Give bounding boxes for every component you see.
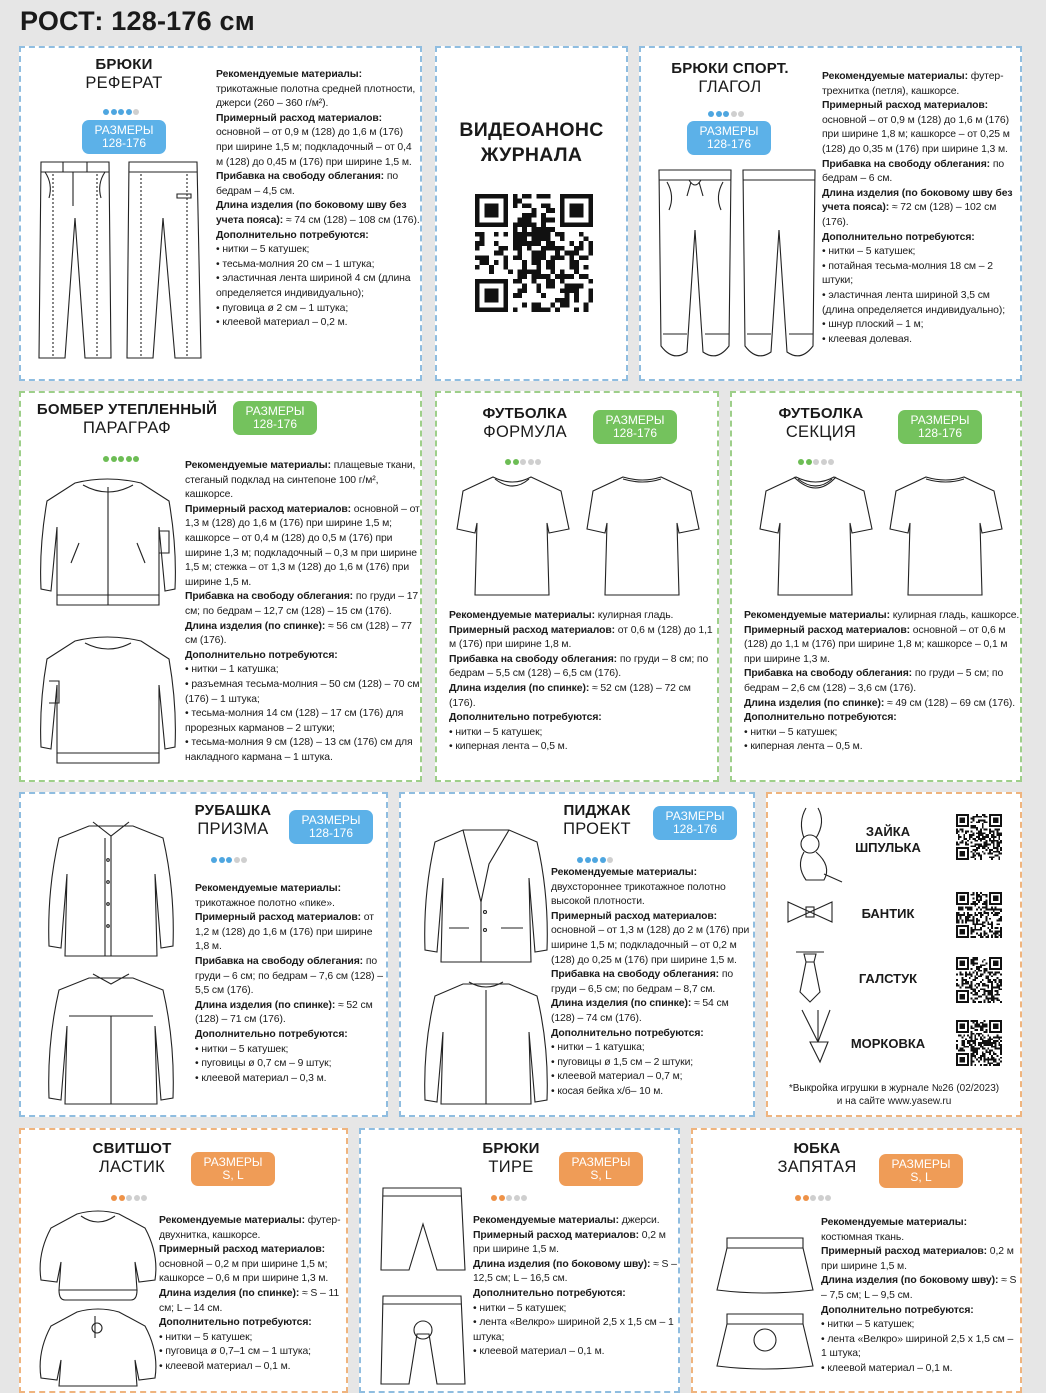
spec-heading: Рекомендуемые материалы: xyxy=(473,1215,619,1226)
spec-item: Прибавка на свободу облегания: по груди – 17 см; по бедрам – 12,7 см (128) – 15 см (176). xyxy=(185,591,419,617)
difficulty-dots xyxy=(103,102,141,120)
garment-model: ЗАПЯТАЯ xyxy=(777,1158,857,1176)
spec-heading: Примерный расход материалов: xyxy=(159,1244,325,1256)
spec-item: Дополнительно потребуются: • нитки – 5 катушек; • тесьма-молния 20 см – 1 штука; • эластичная лента шириной 4 см (длина определяется индивидуально); • пуговица ø 2 см – 1 штука; • клеевой материал – 0,2 м. xyxy=(216,229,411,329)
garment-name xyxy=(549,802,645,840)
size-badge: РАЗМЕРЫ S, L xyxy=(191,1152,275,1186)
spec-heading: Длина изделия (по боковому шву без учета пояса): xyxy=(216,200,407,226)
difficulty-dot xyxy=(234,857,240,863)
garment-type: ЮБКА xyxy=(793,1140,841,1157)
difficulty-dot xyxy=(821,459,827,465)
spec-item: Длина изделия (по боковому шву): ≈ S – 12,5 см; L – 16,5 см. xyxy=(473,1258,677,1285)
card-glagol xyxy=(639,46,1022,381)
spec-heading: Дополнительно потребуются: xyxy=(195,1028,348,1040)
tie-toy-icon xyxy=(790,948,830,1004)
difficulty-dot xyxy=(818,1195,824,1201)
spec-item: Прибавка на свободу облегания: по груди – 8 см; по бедрам – 5,5 см (128) – 6,5 см (176). xyxy=(449,653,709,680)
size-badge: РАЗМЕРЫ 128-176 xyxy=(289,810,373,844)
toy-name: БАНТИК xyxy=(861,906,915,921)
spec-list xyxy=(216,68,420,331)
difficulty-dots xyxy=(491,1188,529,1206)
tshirt-sketch xyxy=(455,471,705,601)
difficulty-dot xyxy=(738,111,744,117)
difficulty-dot xyxy=(505,459,511,465)
garment-model: ФОРМУЛА xyxy=(483,423,567,441)
spec-item: Длина изделия (по боковому шву без учета пояса): ≈ 72 см (128) – 102 см (176). xyxy=(822,187,1013,228)
spec-heading: Рекомендуемые материалы: xyxy=(821,1217,967,1228)
spec-item: Дополнительно потребуются: • нитки – 5 катушек; • лента «Велкро» шириной 2,5 х 1,5 см – 1 штука; • клеевой материал – 0,1 м. xyxy=(821,1304,1014,1374)
difficulty-dot xyxy=(506,1195,512,1201)
skirt-sketch xyxy=(713,1234,817,1374)
qr-code-icon[interactable] xyxy=(956,814,1002,860)
difficulty-dots xyxy=(103,449,141,467)
spec-heading: Дополнительно потребуются: xyxy=(822,231,975,243)
size-badge: РАЗМЕРЫ 128-176 xyxy=(687,121,771,155)
spec-item: Примерный расход материалов: основной – 0,2 м при ширине 1,5 м; кашкорсе – 0,6 м при ширине 1,3 м. xyxy=(159,1244,329,1285)
difficulty-dot xyxy=(241,857,247,863)
garment-name xyxy=(665,60,795,98)
page-title: РОСТ: 128-176 см xyxy=(20,6,255,36)
spec-list xyxy=(821,1216,1021,1377)
size-badge: РАЗМЕРЫ 128-176 xyxy=(593,410,677,444)
difficulty-dots xyxy=(111,1188,149,1206)
spec-item: Рекомендуемые материалы: футер-трехнитка (петля), кашкорсе. xyxy=(822,71,1004,97)
size-badge: РАЗМЕРЫ 128-176 xyxy=(233,401,317,435)
difficulty-dot xyxy=(491,1195,497,1201)
spec-heading: Длина изделия (по спинке): xyxy=(551,998,692,1010)
spec-item: Примерный расход материалов: основной – от 1,3 м (128) до 2 м (176) при ширине 1,5 м; подкладочный – от 0,2 м (128) до 0,25 м (176) при ширине 1,5 м. xyxy=(551,910,750,966)
spec-heading: Дополнительно потребуются: xyxy=(551,1027,704,1039)
spec-heading: Прибавка на свободу облегания: xyxy=(744,668,913,680)
garment-type: ПИДЖАК xyxy=(563,802,631,819)
difficulty-dot xyxy=(111,109,117,115)
spec-list xyxy=(159,1214,345,1375)
spec-heading: Примерный расход материалов: xyxy=(744,624,910,636)
spec-list xyxy=(822,70,1020,347)
baby-pants-sketch xyxy=(375,1184,471,1390)
spec-item: Длина изделия (по спинке): ≈ 52 см (128) – 71 см (176). xyxy=(195,999,373,1026)
difficulty-dot xyxy=(798,459,804,465)
spec-heading: Длина изделия (по спинке): xyxy=(185,620,326,632)
spec-item: Прибавка на свободу облегания: по груди – 5 см; по бедрам – 2,6 см (128) – 3,6 см (176). xyxy=(744,668,1004,694)
spec-list xyxy=(449,609,717,755)
garment-model: ПАРАГРАФ xyxy=(82,419,171,437)
spec-item: Дополнительно потребуются: • нитки – 1 катушка; • разъемная тесьма-молния – 50 см (128) – 70 см (176) – 1 штука; • тесьма-молния 14 см (128) – 17 см (176) для прорезных карманов – 2 штуки; • тесьма-молния 9 см (128) – 13 см (176) см для накладного кармана – 1 штука. xyxy=(185,649,420,763)
spec-heading: Примерный расход материалов: xyxy=(821,1246,987,1258)
difficulty-dot xyxy=(126,456,132,462)
spec-heading: Рекомендуемые материалы: xyxy=(551,867,697,878)
toy-footnote: *Выкройка игрушки в журнале №26 (02/2023) и на сайте www.yasew.ru xyxy=(788,1083,1000,1107)
difficulty-dot xyxy=(118,456,124,462)
garment-name xyxy=(769,1140,865,1178)
spec-heading: Примерный расход материалов: xyxy=(449,624,615,636)
garment-name xyxy=(471,405,579,443)
spec-heading: Прибавка на свободу облегания: xyxy=(216,171,385,183)
spec-heading: Прибавка на свободу облегания: xyxy=(195,955,364,967)
spec-item: Дополнительно потребуются: • нитки – 5 катушек; • киперная лента – 0,5 м. xyxy=(449,712,602,753)
spec-item: Рекомендуемые материалы: трикотажное полотно «пике». xyxy=(195,883,341,909)
spec-item: Прибавка на свободу облегания: по груди – 6 см; по бедрам – 7,6 см (128) – 5,5 см (176). xyxy=(195,955,383,997)
difficulty-dot xyxy=(126,109,132,115)
shirt-sketch xyxy=(43,820,179,1106)
card-tire xyxy=(359,1128,680,1393)
spec-heading: Дополнительно потребуются: xyxy=(821,1304,974,1316)
spec-heading: Длина изделия (по боковому шву): xyxy=(821,1275,999,1287)
card-paragraf xyxy=(19,391,422,782)
difficulty-dot xyxy=(141,1195,147,1201)
difficulty-dot xyxy=(119,1195,125,1201)
spec-item: Рекомендуемые материалы: кулирная гладь, кашкорсе. xyxy=(744,610,1020,621)
spec-item: Рекомендуемые материалы: костюмная ткань. xyxy=(821,1217,967,1243)
difficulty-dot xyxy=(600,857,606,863)
garment-type: БРЮКИ СПОРТ. xyxy=(671,60,789,77)
spec-item: Дополнительно потребуются: • нитки – 5 катушек; • лента «Велкро» шириной 2,5 х 1,5 см – 1 штука; • клеевой материал – 0,1 м. xyxy=(473,1287,674,1358)
difficulty-dot xyxy=(111,456,117,462)
toy-name: МОРКОВКА xyxy=(850,1036,926,1051)
difficulty-dot xyxy=(514,1195,520,1201)
spec-heading: Дополнительно потребуются: xyxy=(449,712,602,724)
spec-item: Длина изделия (по спинке): ≈ 52 см (128) – 72 см (176). xyxy=(449,682,691,709)
difficulty-dots xyxy=(798,452,836,470)
difficulty-dot xyxy=(133,109,139,115)
difficulty-dot xyxy=(716,111,722,117)
spec-list xyxy=(473,1214,679,1360)
spec-item: Дополнительно потребуются: • нитки – 5 катушек; • пуговицы ø 0,7 см – 9 штук; • клеевой материал – 0,3 м. xyxy=(195,1028,348,1084)
toy-name: ГАЛСТУК xyxy=(858,971,918,986)
qr-code-icon[interactable] xyxy=(956,892,1002,938)
difficulty-dots xyxy=(211,850,249,868)
spec-heading: Примерный расход материалов: xyxy=(473,1229,639,1241)
card-sekciya xyxy=(730,391,1022,782)
spec-item: Дополнительно потребуются: • нитки – 5 катушек; • пуговица ø 0,7–1 см – 1 штука; • клеевой материал – 0,1 м. xyxy=(159,1317,312,1372)
spec-item: Рекомендуемые материалы: джерси. xyxy=(473,1215,660,1226)
card-toys xyxy=(766,792,1022,1117)
difficulty-dot xyxy=(103,456,109,462)
garment-name xyxy=(33,401,221,439)
difficulty-dot xyxy=(111,1195,117,1201)
difficulty-dot xyxy=(513,459,519,465)
garment-type: БОМБЕР УТЕПЛЕННЫЙ xyxy=(36,401,218,418)
difficulty-dot xyxy=(520,459,526,465)
card-prizma xyxy=(19,792,388,1117)
card-referat xyxy=(19,46,422,381)
spec-item: Дополнительно потребуются: • нитки – 5 катушек; • киперная лента – 0,5 м. xyxy=(744,712,897,753)
difficulty-dot xyxy=(592,857,598,863)
size-badge: РАЗМЕРЫ 128-176 xyxy=(898,410,982,444)
spec-heading: Примерный расход материалов: xyxy=(195,912,361,924)
garment-model: СЕКЦИЯ xyxy=(785,423,857,441)
spec-heading: Рекомендуемые материалы: xyxy=(744,610,890,621)
spec-heading: Рекомендуемые материалы: xyxy=(822,71,968,82)
size-badge: РАЗМЕРЫ S, L xyxy=(879,1154,963,1188)
difficulty-dot xyxy=(731,111,737,117)
qr-code-icon[interactable] xyxy=(475,194,593,312)
card-zapyataya xyxy=(691,1128,1022,1393)
spec-heading: Прибавка на свободу облегания: xyxy=(449,653,618,665)
spec-item: Прибавка на свободу облегания: по бедрам – 4,5 см. xyxy=(216,171,399,197)
difficulty-dot xyxy=(219,857,225,863)
spec-list xyxy=(744,609,1020,755)
difficulty-dots xyxy=(505,452,543,470)
garment-name xyxy=(463,1140,559,1178)
qr-code-icon[interactable] xyxy=(956,957,1002,1003)
spec-heading: Длина изделия (по спинке): xyxy=(744,697,885,709)
garment-model: ПРОЕКТ xyxy=(563,820,631,838)
spec-item: Прибавка на свободу облегания: по бедрам – 6 см. xyxy=(822,158,1005,185)
blazer-sketch xyxy=(419,824,553,1108)
spec-heading: Длина изделия (по боковому шву без учета пояса): xyxy=(822,187,1013,214)
size-badge: РАЗМЕРЫ 128-176 xyxy=(82,120,166,154)
difficulty-dot xyxy=(825,1195,831,1201)
spec-heading: Дополнительно потребуются: xyxy=(159,1317,312,1329)
garment-type: РУБАШКА xyxy=(194,802,272,819)
difficulty-dot xyxy=(226,857,232,863)
difficulty-dot xyxy=(810,1195,816,1201)
spec-heading: Примерный расход материалов: xyxy=(822,100,988,112)
spec-heading: Прибавка на свободу облегания: xyxy=(822,158,991,170)
card-proekt xyxy=(399,792,755,1117)
bomber-sketch xyxy=(27,477,189,773)
tshirt-sketch xyxy=(758,471,1008,601)
difficulty-dot xyxy=(535,459,541,465)
spec-item: Примерный расход материалов: основной – от 1,3 м (128) до 1,6 м (176) при ширине 1,5 м; кашкорсе – от 0,4 м (128) до 0,5 м (176) при ширине 1,3 м; подкладочный – 0,3 м при ширине 1,5 м; стежка – от 1,3 м (128) до 1,6 м (176) при ширине 1,5 м. xyxy=(185,503,420,588)
garment-model: ЛАСТИК xyxy=(98,1158,166,1176)
card-formula xyxy=(435,391,719,782)
spec-heading: Рекомендуемые материалы: xyxy=(195,883,341,894)
garment-name xyxy=(85,1140,179,1178)
spec-heading: Длина изделия (по спинке): xyxy=(195,999,336,1011)
spec-item: Длина изделия (по спинке): ≈ 49 см (128) – 69 см (176). xyxy=(744,697,1016,709)
spec-item: Примерный расход материалов: от 0,6 м (128) до 1,1 м (176) при ширине 1,8 м. xyxy=(449,624,713,651)
difficulty-dot xyxy=(134,1195,140,1201)
difficulty-dot xyxy=(521,1195,527,1201)
difficulty-dot xyxy=(126,1195,132,1201)
difficulty-dots xyxy=(795,1188,833,1206)
spec-heading: Длина изделия (по спинке): xyxy=(449,682,590,694)
spec-item: Рекомендуемые материалы: кулирная гладь. xyxy=(449,610,674,621)
spec-item: Длина изделия (по спинке): ≈ 54 см (128) – 74 см (176). xyxy=(551,998,729,1024)
difficulty-dots xyxy=(708,104,746,122)
difficulty-dot xyxy=(585,857,591,863)
spec-list xyxy=(195,882,387,1086)
garment-type: ФУТБОЛКА xyxy=(482,405,568,422)
garment-model: РЕФЕРАТ xyxy=(85,74,163,92)
spec-item: Длина изделия (по боковому шву): ≈ S – 7,5 см; L – 9,5 см. xyxy=(821,1275,1017,1301)
spec-item: Примерный расход материалов: 0,2 м при ширине 1,5 м. xyxy=(473,1229,666,1256)
carrot-toy-icon xyxy=(788,1006,848,1064)
card-lastik xyxy=(19,1128,348,1393)
spec-item: Примерный расход материалов: 0,2 м при ширине 1,5 м. xyxy=(821,1246,1014,1272)
spec-heading: Рекомендуемые материалы: xyxy=(449,610,595,621)
spec-item: Рекомендуемые материалы: трикотажные полотна средней плотности, джерси (260 – 360 г/м²). xyxy=(216,69,416,110)
difficulty-dot xyxy=(528,459,534,465)
difficulty-dot xyxy=(806,459,812,465)
garment-name xyxy=(81,56,167,94)
spec-item: Примерный расход материалов: основной – от 0,9 м (128) до 1,6 м (176) при ширине 1,5 м; подкладочный – от 0,4 м (128) до 0,45 м (176) при ширине 1,5 м. xyxy=(216,112,412,168)
spec-item: Примерный расход материалов: основной – от 0,9 м (128) до 1,6 м (176) при ширине 1,8 м; кашкорсе – от 0,25 м (128) до 0,35 м (176) при ширине 1,3 м. xyxy=(822,100,1010,155)
spec-heading: Длина изделия (по спинке): xyxy=(159,1287,300,1299)
garment-model: ГЛАГОЛ xyxy=(698,78,762,96)
difficulty-dot xyxy=(118,109,124,115)
card-video-announce xyxy=(435,46,628,381)
garment-type: БРЮКИ xyxy=(482,1140,540,1157)
garment-type: БРЮКИ xyxy=(95,56,153,73)
difficulty-dot xyxy=(103,109,109,115)
spec-item: Примерный расход материалов: основной – от 0,6 м (128) до 1,1 м (176) при ширине 1,8 м; кашкорсе – 0,1 м при ширине 1,3 м. xyxy=(744,624,1008,665)
spec-heading: Примерный расход материалов: xyxy=(216,112,382,124)
difficulty-dot xyxy=(607,857,613,863)
difficulty-dot xyxy=(795,1195,801,1201)
spec-heading: Рекомендуемые материалы: xyxy=(216,69,362,80)
garment-type: СВИТШОТ xyxy=(92,1140,172,1157)
spec-item: Длина изделия (по спинке): ≈ S – 11 см; L – 14 см. xyxy=(159,1287,340,1314)
spec-item: Примерный расход материалов: от 1,2 м (128) до 1,6 м (176) при ширине 1,8 м. xyxy=(195,912,374,953)
spec-heading: Прибавка на свободу облегания: xyxy=(551,969,720,981)
garment-name xyxy=(766,405,876,443)
spec-heading: Дополнительно потребуются: xyxy=(473,1287,626,1299)
spec-item: Дополнительно потребуются: • нитки – 5 катушек; • потайная тесьма-молния 18 см – 2 штуки; • эластичная лента шириной 3,5 см (длина определяется индивидуально); • шнур плоский – 1 м; • клеевая долевая. xyxy=(822,231,1005,345)
sport-pants-sketch xyxy=(655,166,821,372)
spec-item: Дополнительно потребуются: • нитки – 1 катушка; • пуговицы ø 1,5 см – 2 штуки; • клеевой материал – 0,7 м; • косая бейка х/б– 10 м. xyxy=(551,1027,704,1097)
spec-item: Прибавка на свободу облегания: по груди – 6,5 см; по бедрам – 8,7 см. xyxy=(551,969,734,995)
garment-type: ФУТБОЛКА xyxy=(778,405,864,422)
pants-sketch xyxy=(35,158,205,370)
size-badge: РАЗМЕРЫ 128-176 xyxy=(653,806,737,840)
sweatshirt-sketch xyxy=(33,1206,163,1392)
difficulty-dot xyxy=(133,456,139,462)
difficulty-dot xyxy=(723,111,729,117)
garment-name xyxy=(185,802,281,840)
bow-toy-icon xyxy=(784,898,836,926)
size-badge: РАЗМЕРЫ S, L xyxy=(559,1152,643,1186)
spec-heading: Дополнительно потребуются: xyxy=(216,229,369,241)
spec-heading: Дополнительно потребуются: xyxy=(185,649,338,661)
spec-heading: Прибавка на свободу облегания: xyxy=(185,591,354,603)
spec-heading: Рекомендуемые материалы: xyxy=(185,460,331,471)
spec-heading: Примерный расход материалов: xyxy=(185,503,351,515)
toy-name: ЗАЙКА ШПУЛЬКА xyxy=(855,824,921,855)
garment-model: ПРИЗМА xyxy=(197,820,269,838)
spec-heading: Длина изделия (по боковому шву): xyxy=(473,1258,651,1270)
spec-item: Рекомендуемые материалы: футер-двухнитка, кашкорсе. xyxy=(159,1215,341,1241)
spec-item: Длина изделия (по спинке): ≈ 56 см (128) – 77 см (176). xyxy=(185,620,412,647)
difficulty-dot xyxy=(803,1195,809,1201)
difficulty-dot xyxy=(708,111,714,117)
garment-model: ТИРЕ xyxy=(488,1158,534,1176)
spec-item: Рекомендуемые материалы: двухстороннее трикотажное полотно высокой плотности. xyxy=(551,867,726,908)
spec-heading: Дополнительно потребуются: xyxy=(744,712,897,724)
difficulty-dot xyxy=(813,459,819,465)
spec-list xyxy=(551,866,755,1100)
spec-heading: Рекомендуемые материалы: xyxy=(159,1215,305,1226)
difficulty-dot xyxy=(828,459,834,465)
video-title: ВИДЕОАНОНС ЖУРНАЛА xyxy=(459,119,604,166)
qr-code-icon[interactable] xyxy=(956,1020,1002,1066)
difficulty-dot xyxy=(577,857,583,863)
spec-heading: Примерный расход материалов: xyxy=(551,910,717,922)
spec-list xyxy=(185,459,421,765)
spec-item: Рекомендуемые материалы: плащевые ткани, стеганый подклад на синтепоне 100 г/м², кашкорсе. xyxy=(185,460,416,501)
spec-item: Длина изделия (по боковому шву без учета пояса): ≈ 74 см (128) – 108 см (176). xyxy=(216,200,420,226)
difficulty-dot xyxy=(499,1195,505,1201)
difficulty-dot xyxy=(211,857,217,863)
